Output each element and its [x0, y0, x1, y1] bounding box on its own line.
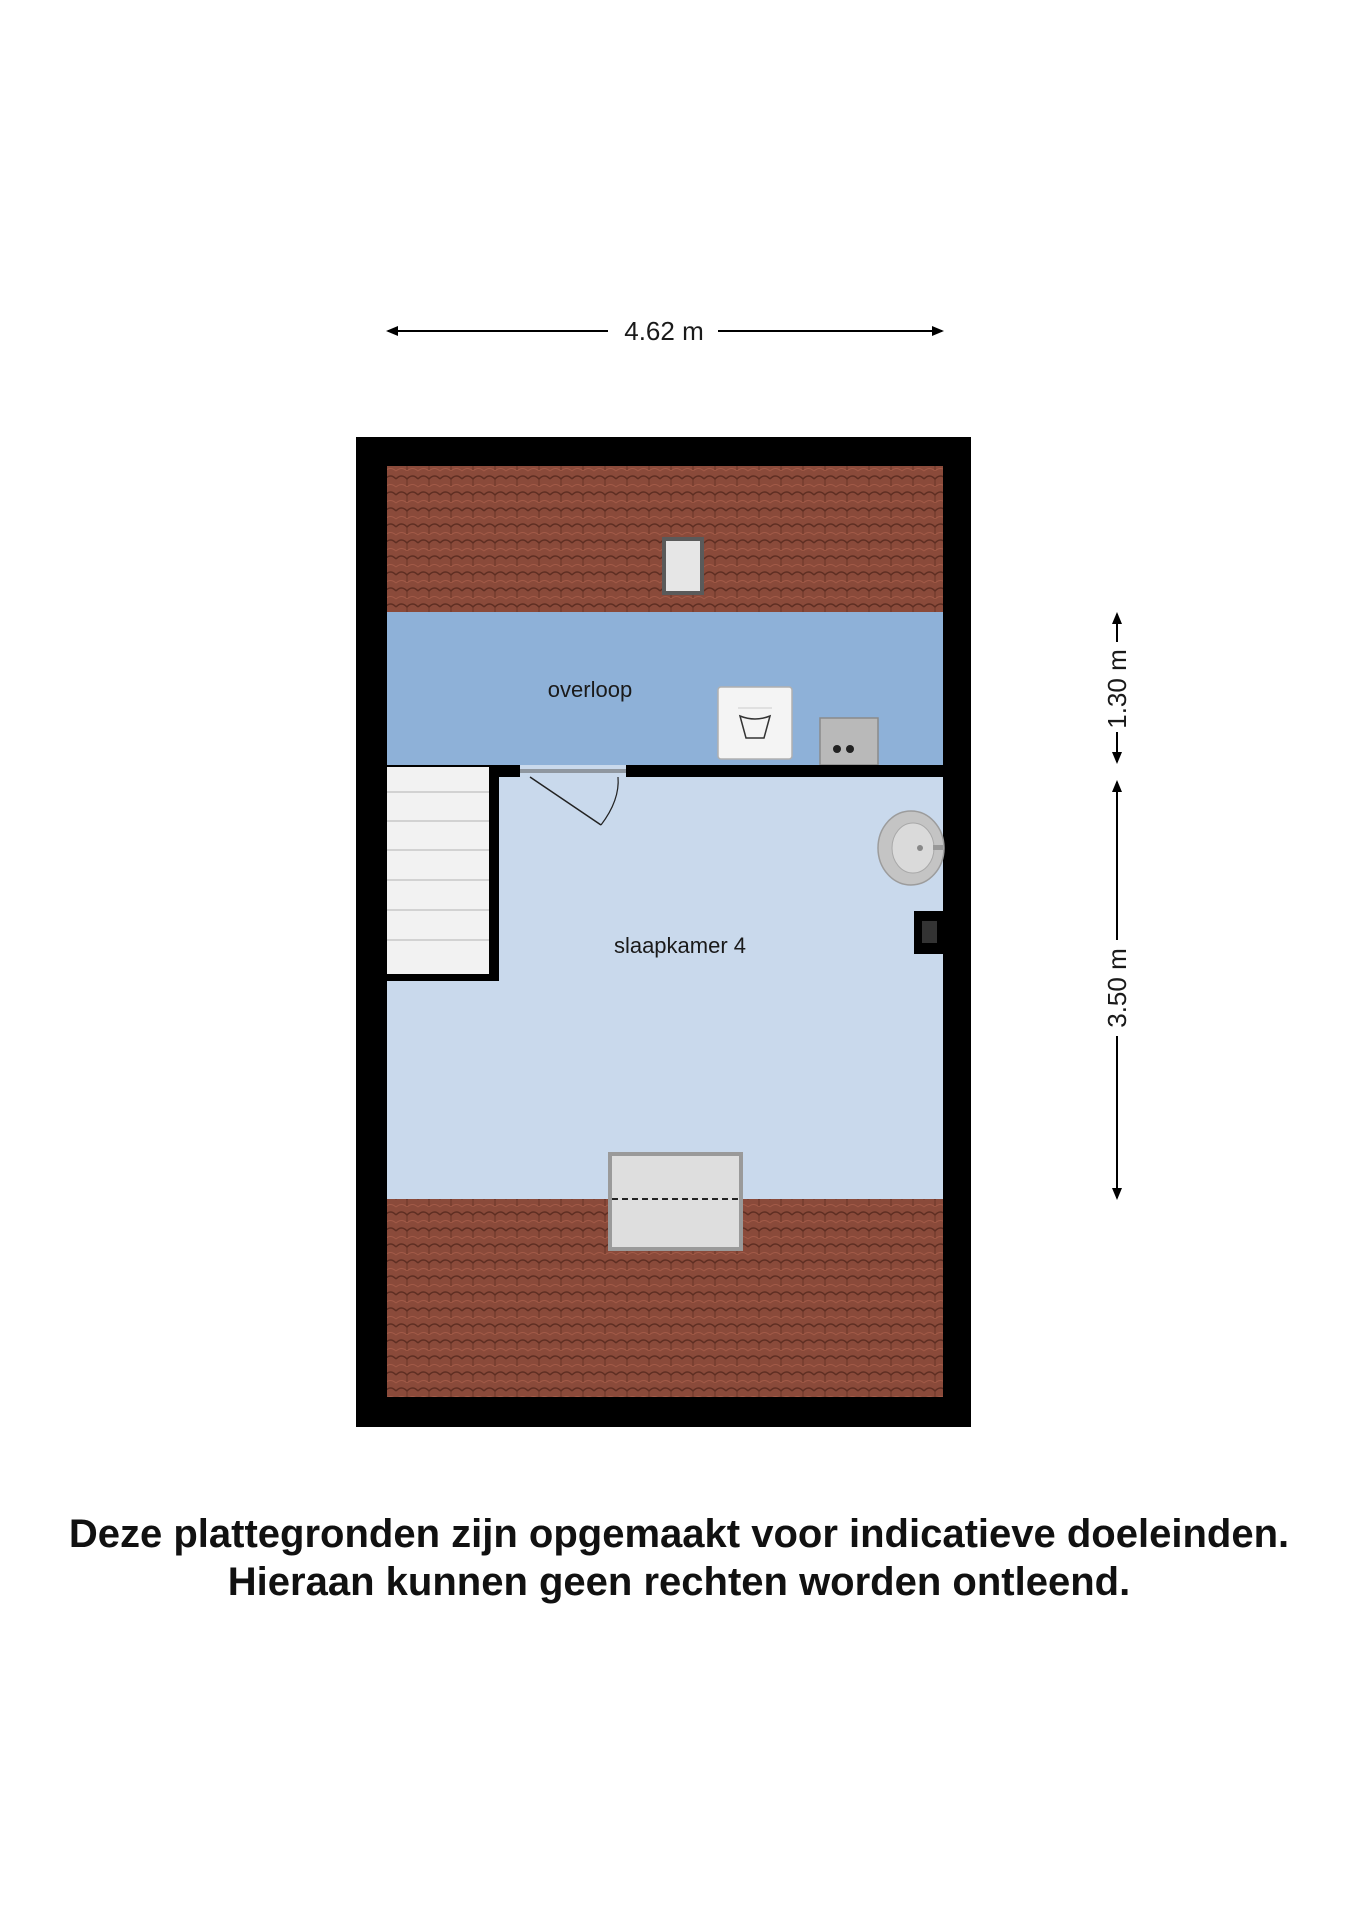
wall-column — [914, 911, 943, 954]
sink-icon — [878, 811, 944, 885]
staircase-icon — [387, 765, 499, 981]
landing-label: overloop — [547, 677, 633, 702]
disclaimer-line-2: Hieraan kunnen geen rechten worden ontleend. — [227, 1560, 1131, 1604]
width-dimension-label: 4.62 m — [624, 316, 704, 346]
height-dimension-top-label: 1.30 m — [1102, 649, 1132, 729]
disclaimer-line-1: Deze plattegronden zijn opgemaakt voor indicatieve doeleinden. — [68, 1512, 1290, 1556]
boiler-icon — [820, 718, 878, 765]
height-dimension-bottom-label: 3.50 m — [1102, 948, 1132, 1028]
width-dimension — [386, 316, 944, 346]
skylight-icon — [608, 1152, 743, 1251]
bedroom-label: slaapkamer 4 — [613, 933, 747, 958]
washing-machine-icon — [718, 687, 792, 759]
height-dimension-top — [1102, 612, 1132, 764]
height-dimension-bottom — [1102, 780, 1132, 1200]
chimney-icon — [662, 537, 704, 595]
